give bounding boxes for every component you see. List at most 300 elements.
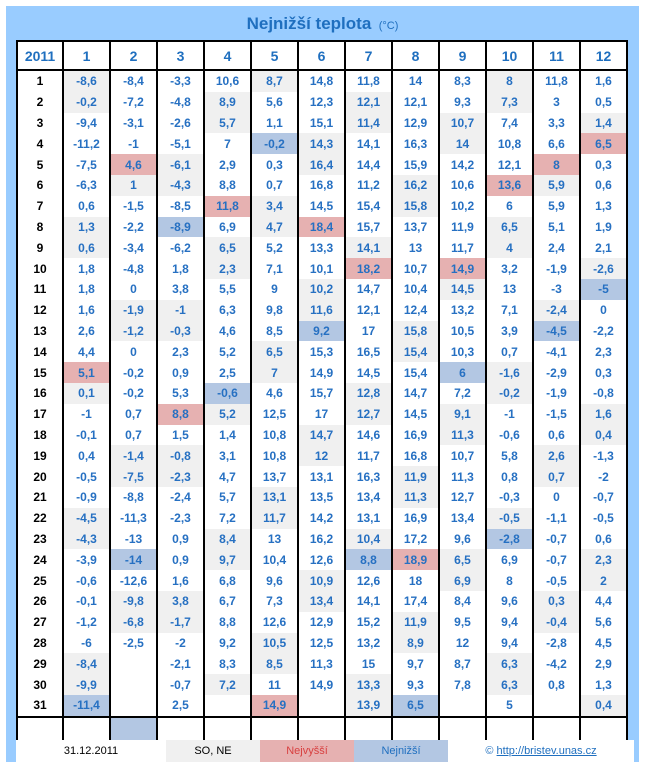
temperature-cell: 9,5 [439, 612, 486, 633]
day-label: 17 [17, 404, 63, 425]
temperature-cell: 7,3 [251, 591, 298, 612]
day-label: 14 [17, 341, 63, 362]
temperature-cell: -1,4 [110, 445, 157, 466]
temperature-cell: -5,1 [157, 133, 204, 154]
temperature-cell: 3,9 [486, 321, 533, 342]
temperature-cell: -1,9 [110, 300, 157, 321]
footer-cell [392, 717, 439, 741]
day-label: 12 [17, 300, 63, 321]
temperature-cell: 13 [251, 529, 298, 550]
temperature-cell: 14,2 [298, 508, 345, 529]
temperature-cell: -1,7 [157, 612, 204, 633]
temperature-cell: -9,4 [63, 113, 110, 134]
day-label: 13 [17, 321, 63, 342]
legend-min: Nejnižší [354, 740, 448, 762]
temperature-cell: 13,2 [345, 633, 392, 654]
temperature-cell: 10,3 [439, 341, 486, 362]
table-row [17, 445, 627, 466]
temperature-cell: -2,1 [157, 653, 204, 674]
temperature-cell: 14,5 [392, 404, 439, 425]
temperature-cell: 4,7 [204, 466, 251, 487]
temperature-cell: -2,2 [110, 217, 157, 238]
temperature-cell: 10,1 [298, 258, 345, 279]
table-row [17, 508, 627, 529]
temperature-cell: 4,6 [110, 154, 157, 175]
temperature-cell: 17 [298, 404, 345, 425]
temperature-cell: -1,9 [533, 383, 580, 404]
day-label: 1 [17, 70, 63, 92]
temperature-cell: 14 [392, 70, 439, 92]
temperature-cell: 6 [439, 362, 486, 383]
temperature-cell: 13,5 [298, 487, 345, 508]
footer-cell [157, 717, 204, 741]
temperature-cell: 5,1 [533, 217, 580, 238]
temperature-cell: -8,5 [157, 196, 204, 217]
legend-date: 31.12.2011 [63, 745, 119, 757]
day-label: 24 [17, 549, 63, 570]
day-label: 4 [17, 133, 63, 154]
temperature-cell: 0 [580, 300, 627, 321]
temperature-cell: 16,9 [392, 508, 439, 529]
temperature-cell: 16,3 [392, 133, 439, 154]
temperature-cell: 4,6 [251, 383, 298, 404]
temperature-cell: 0,4 [63, 445, 110, 466]
temperature-cell: 15,9 [392, 154, 439, 175]
temperature-cell: -1,2 [63, 612, 110, 633]
temperature-cell: 0,3 [533, 591, 580, 612]
temperature-cell: -0,2 [251, 133, 298, 154]
temperature-cell: 11 [251, 674, 298, 695]
table-row [17, 362, 627, 383]
temperature-cell: 14,2 [439, 154, 486, 175]
temperature-cell: 2,4 [533, 237, 580, 258]
temperature-cell: 5,9 [533, 175, 580, 196]
day-label: 9 [17, 237, 63, 258]
temperature-cell: 0 [533, 487, 580, 508]
temperature-cell: 14 [439, 133, 486, 154]
temperature-cell: 1,8 [157, 258, 204, 279]
footer-cell [110, 717, 157, 741]
temperature-sheet [6, 6, 639, 762]
temperature-cell: -1,5 [533, 404, 580, 425]
temperature-cell: 13,4 [439, 508, 486, 529]
temperature-cell: 10,2 [298, 279, 345, 300]
temperature-cell: 7,4 [486, 113, 533, 134]
footer-cell [580, 717, 627, 741]
month-header: 12 [580, 41, 627, 70]
temperature-cell: 1,3 [580, 674, 627, 695]
day-label: 20 [17, 466, 63, 487]
day-label: 11 [17, 279, 63, 300]
footer-cell [17, 717, 63, 741]
temperature-cell: -1,9 [533, 258, 580, 279]
temperature-cell: 1,4 [204, 425, 251, 446]
table-row [17, 154, 627, 175]
day-label: 15 [17, 362, 63, 383]
temperature-cell: 12,3 [298, 92, 345, 113]
temperature-cell: 3,8 [157, 591, 204, 612]
sheet-title [6, 14, 639, 40]
temperature-cell: 1,6 [157, 570, 204, 591]
footer-cell [204, 717, 251, 741]
footer-cell [63, 717, 110, 741]
temperature-cell: 12,6 [251, 612, 298, 633]
temperature-cell: -4,8 [157, 92, 204, 113]
temperature-cell: 14,7 [345, 279, 392, 300]
legend-weekend: SO, NE [166, 740, 260, 762]
temperature-cell: 2,9 [580, 653, 627, 674]
temperature-cell: 7,1 [486, 300, 533, 321]
temperature-cell: 1,8 [63, 258, 110, 279]
temperature-cell [533, 695, 580, 717]
temperature-cell: 0,9 [157, 529, 204, 550]
temperature-cell: 11,9 [392, 612, 439, 633]
temperature-cell: 7,2 [204, 674, 251, 695]
temperature-cell: 12,5 [251, 404, 298, 425]
temperature-cell: 18,4 [298, 217, 345, 238]
temperature-cell: 15,4 [392, 341, 439, 362]
temperature-cell: -0,2 [486, 383, 533, 404]
temperature-cell: 15,4 [345, 196, 392, 217]
temperature-cell: 0,6 [580, 175, 627, 196]
temperature-cell: 14,7 [392, 383, 439, 404]
day-label: 16 [17, 383, 63, 404]
title-text: Nejnižší teplota [246, 14, 372, 33]
temperature-cell: 8,3 [204, 653, 251, 674]
temperature-cell: 14,7 [298, 425, 345, 446]
temperature-cell: 18 [392, 570, 439, 591]
temperature-cell: -4,3 [157, 175, 204, 196]
temperature-cell: 11,3 [439, 466, 486, 487]
temperature-cell: -4,1 [533, 341, 580, 362]
footer-cell [298, 717, 345, 741]
temperature-cell: -2,3 [157, 466, 204, 487]
temperature-cell: 0,9 [157, 549, 204, 570]
temperature-cell: 9,4 [486, 633, 533, 654]
day-label: 22 [17, 508, 63, 529]
temperature-cell: 0,7 [533, 466, 580, 487]
temperature-cell: -0,8 [580, 383, 627, 404]
temperature-cell: 10,4 [392, 279, 439, 300]
day-label: 8 [17, 217, 63, 238]
temperature-cell: 13 [486, 279, 533, 300]
temperature-cell: 8,4 [439, 591, 486, 612]
footer-cell [345, 717, 392, 741]
temperature-cell: 1,8 [63, 279, 110, 300]
temperature-cell: -7,2 [110, 92, 157, 113]
table-row [17, 279, 627, 300]
table-row [17, 341, 627, 362]
temperature-cell: 5,2 [204, 404, 251, 425]
temperature-cell: 6,7 [204, 591, 251, 612]
temperature-cell: -0,6 [63, 570, 110, 591]
temperature-cell: 0,7 [110, 404, 157, 425]
temperature-cell: 3,4 [251, 196, 298, 217]
temperature-cell: 2,3 [157, 341, 204, 362]
copyright-symbol: © [485, 745, 494, 757]
temperature-cell: -3,3 [157, 70, 204, 92]
temperature-cell: 11,6 [298, 300, 345, 321]
temperature-cell: -2,6 [157, 113, 204, 134]
temperature-cell: -8,9 [157, 217, 204, 238]
temperature-cell: 15,7 [345, 217, 392, 238]
temperature-cell: -2,3 [157, 508, 204, 529]
temperature-cell: 9,6 [251, 570, 298, 591]
temperature-cell: 8,5 [251, 653, 298, 674]
temperature-cell: 6,5 [392, 695, 439, 717]
temperature-cell: 1,4 [580, 113, 627, 134]
month-header: 3 [157, 41, 204, 70]
temperature-cell: 15,2 [345, 612, 392, 633]
temperature-cell: 1 [110, 175, 157, 196]
day-label: 6 [17, 175, 63, 196]
table-body [17, 70, 627, 717]
temperature-cell: 14,9 [251, 695, 298, 717]
temperature-cell: 0,6 [580, 529, 627, 550]
temperature-cell: 15 [345, 653, 392, 674]
temperature-cell: 16,2 [298, 529, 345, 550]
temperature-cell: -0,2 [63, 92, 110, 113]
day-label: 2 [17, 92, 63, 113]
website-link[interactable]: http://bristev.unas.cz [496, 745, 597, 757]
temperature-cell: 8 [533, 154, 580, 175]
temperature-cell: 12,9 [298, 612, 345, 633]
temperature-cell: 16,8 [392, 445, 439, 466]
table-row [17, 529, 627, 550]
temperature-cell: -4,5 [63, 508, 110, 529]
temperature-cell: -12,6 [110, 570, 157, 591]
temperature-cell: 2,5 [204, 362, 251, 383]
temperature-cell: 5,2 [251, 237, 298, 258]
temperature-cell: -4,3 [63, 529, 110, 550]
temperature-cell: 6,9 [486, 549, 533, 570]
temperature-cell: 6,9 [204, 217, 251, 238]
table-row [17, 300, 627, 321]
table-row [17, 653, 627, 674]
temperature-cell: 13,4 [298, 591, 345, 612]
day-label: 30 [17, 674, 63, 695]
temperature-cell: 1,6 [580, 404, 627, 425]
temperature-cell: 5,7 [204, 113, 251, 134]
table-row [17, 113, 627, 134]
temperature-cell: 2 [580, 570, 627, 591]
temperature-cell: 1,9 [580, 217, 627, 238]
temperature-cell: 13,7 [251, 466, 298, 487]
temperature-cell: 5,1 [63, 362, 110, 383]
day-label: 27 [17, 612, 63, 633]
temperature-cell [204, 695, 251, 717]
temperature-cell: -9,8 [110, 591, 157, 612]
temperature-cell: 13,3 [298, 237, 345, 258]
temperature-cell: 10,9 [298, 570, 345, 591]
day-label: 21 [17, 487, 63, 508]
temperature-cell: 8,8 [204, 612, 251, 633]
table-row [17, 92, 627, 113]
temperature-cell: 8,9 [392, 633, 439, 654]
day-label: 31 [17, 695, 63, 717]
temperature-cell: 14,5 [439, 279, 486, 300]
temperature-cell: 8,8 [345, 549, 392, 570]
temperature-cell: 10,8 [251, 445, 298, 466]
temperature-cell: -0,7 [533, 529, 580, 550]
month-header: 8 [392, 41, 439, 70]
temperature-cell: 6,9 [439, 570, 486, 591]
temperature-cell: 8,5 [251, 321, 298, 342]
day-label: 3 [17, 113, 63, 134]
temperature-cell: 14,8 [298, 70, 345, 92]
day-label: 18 [17, 425, 63, 446]
temperature-cell: 11,8 [345, 70, 392, 92]
temperature-cell: -2,6 [580, 258, 627, 279]
temperature-cell: 14,3 [298, 133, 345, 154]
temperature-cell: 3,2 [486, 258, 533, 279]
temperature-cell: 17,2 [392, 529, 439, 550]
temperature-cell: 2,3 [204, 258, 251, 279]
temperature-cell: 0,3 [580, 154, 627, 175]
temperature-cell: 14,1 [345, 591, 392, 612]
temperature-cell: -1,3 [580, 445, 627, 466]
temperature-cell: 10,7 [439, 113, 486, 134]
temperature-cell: 7,3 [486, 92, 533, 113]
temperature-cell: 7 [251, 362, 298, 383]
temperature-cell: 5,2 [204, 341, 251, 362]
footer-cell [486, 717, 533, 741]
header-row [17, 41, 627, 70]
temperature-cell: 17 [345, 321, 392, 342]
temperature-cell: -8,4 [110, 70, 157, 92]
table-row [17, 612, 627, 633]
temperature-cell: 2,3 [580, 341, 627, 362]
temperature-cell: 11,4 [345, 113, 392, 134]
temperature-cell: 4,4 [580, 591, 627, 612]
day-label: 26 [17, 591, 63, 612]
temperature-cell: -6,2 [157, 237, 204, 258]
temperature-cell: 15,8 [392, 321, 439, 342]
temperature-cell: 13,4 [345, 487, 392, 508]
temperature-cell: 15,8 [392, 196, 439, 217]
temperature-cell: -0,7 [157, 674, 204, 695]
temperature-cell: 10,4 [251, 549, 298, 570]
temperature-cell: -0,5 [486, 508, 533, 529]
title-unit: (°C) [378, 20, 399, 32]
month-header: 4 [204, 41, 251, 70]
temperature-cell: -8,6 [63, 70, 110, 92]
temperature-cell: 11,3 [392, 487, 439, 508]
table-row [17, 425, 627, 446]
table-row [17, 175, 627, 196]
temperature-cell: -0,7 [580, 487, 627, 508]
temperature-cell: 8,7 [439, 653, 486, 674]
temperature-cell: 3,3 [533, 113, 580, 134]
footer-row [17, 717, 627, 741]
temperature-cell: 8,7 [251, 70, 298, 92]
temperature-cell: 16,4 [298, 154, 345, 175]
table-row [17, 237, 627, 258]
temperature-cell: 6,6 [533, 133, 580, 154]
temperature-cell: -11,2 [63, 133, 110, 154]
temperature-cell: 5,3 [157, 383, 204, 404]
temperature-cell: -1,1 [533, 508, 580, 529]
temperature-cell: 6,5 [580, 133, 627, 154]
temperature-cell: 0,4 [580, 695, 627, 717]
temperature-cell: 16,2 [392, 175, 439, 196]
temperature-cell: 14,9 [298, 362, 345, 383]
table-row [17, 217, 627, 238]
temperature-cell: 10,7 [392, 258, 439, 279]
temperature-cell: 13,9 [345, 695, 392, 717]
temperature-cell: 10,6 [439, 175, 486, 196]
temperature-cell: -0,2 [110, 383, 157, 404]
day-label: 29 [17, 653, 63, 674]
temperature-cell: 6,3 [486, 674, 533, 695]
temperature-cell: -0,6 [486, 425, 533, 446]
day-label: 5 [17, 154, 63, 175]
temperature-cell: -6,1 [157, 154, 204, 175]
temperature-cell: 18,9 [392, 549, 439, 570]
temperature-cell [298, 695, 345, 717]
temperature-cell: 5,9 [533, 196, 580, 217]
temperature-cell: 10,4 [345, 529, 392, 550]
day-label: 19 [17, 445, 63, 466]
temperature-cell: 4 [486, 237, 533, 258]
year-header: 2011 [17, 41, 63, 70]
temperature-cell: 5,7 [204, 487, 251, 508]
temperature-cell: 6,5 [204, 237, 251, 258]
temperature-cell: -0,9 [63, 487, 110, 508]
table-row [17, 549, 627, 570]
legend-link [448, 740, 634, 762]
temperature-cell: 8,3 [439, 70, 486, 92]
temperature-cell: 17,4 [392, 591, 439, 612]
temperature-cell: -11,3 [110, 508, 157, 529]
temperature-cell: -8,8 [110, 487, 157, 508]
table-row [17, 70, 627, 92]
temperature-cell: -1 [157, 300, 204, 321]
temperature-cell: 0,6 [63, 237, 110, 258]
temperature-cell: -14 [110, 549, 157, 570]
month-header: 6 [298, 41, 345, 70]
temperature-cell: -0,5 [63, 466, 110, 487]
temperature-cell: 14,4 [345, 154, 392, 175]
temperature-cell: 10,6 [204, 70, 251, 92]
temperature-cell: 9,2 [298, 321, 345, 342]
table-row [17, 258, 627, 279]
temperature-cell: 9,2 [204, 633, 251, 654]
temperature-cell: -13 [110, 529, 157, 550]
temperature-table [16, 40, 628, 742]
table-row [17, 487, 627, 508]
temperature-cell: 1,3 [580, 196, 627, 217]
month-header: 7 [345, 41, 392, 70]
temperature-cell: 13,6 [486, 175, 533, 196]
temperature-cell: 12,6 [298, 549, 345, 570]
temperature-cell: 6,3 [204, 300, 251, 321]
temperature-cell: 9,7 [392, 653, 439, 674]
temperature-cell: -1 [110, 133, 157, 154]
temperature-cell: 8,9 [204, 92, 251, 113]
temperature-cell: 12,4 [392, 300, 439, 321]
footer-cell [533, 717, 580, 741]
day-label: 23 [17, 529, 63, 550]
table-row [17, 383, 627, 404]
temperature-cell: 5,8 [486, 445, 533, 466]
temperature-cell: -1,5 [110, 196, 157, 217]
temperature-cell: 12,1 [486, 154, 533, 175]
temperature-cell: 1,3 [63, 217, 110, 238]
temperature-cell: 0,7 [251, 175, 298, 196]
temperature-cell: 2,3 [580, 549, 627, 570]
temperature-cell: -7,5 [110, 466, 157, 487]
